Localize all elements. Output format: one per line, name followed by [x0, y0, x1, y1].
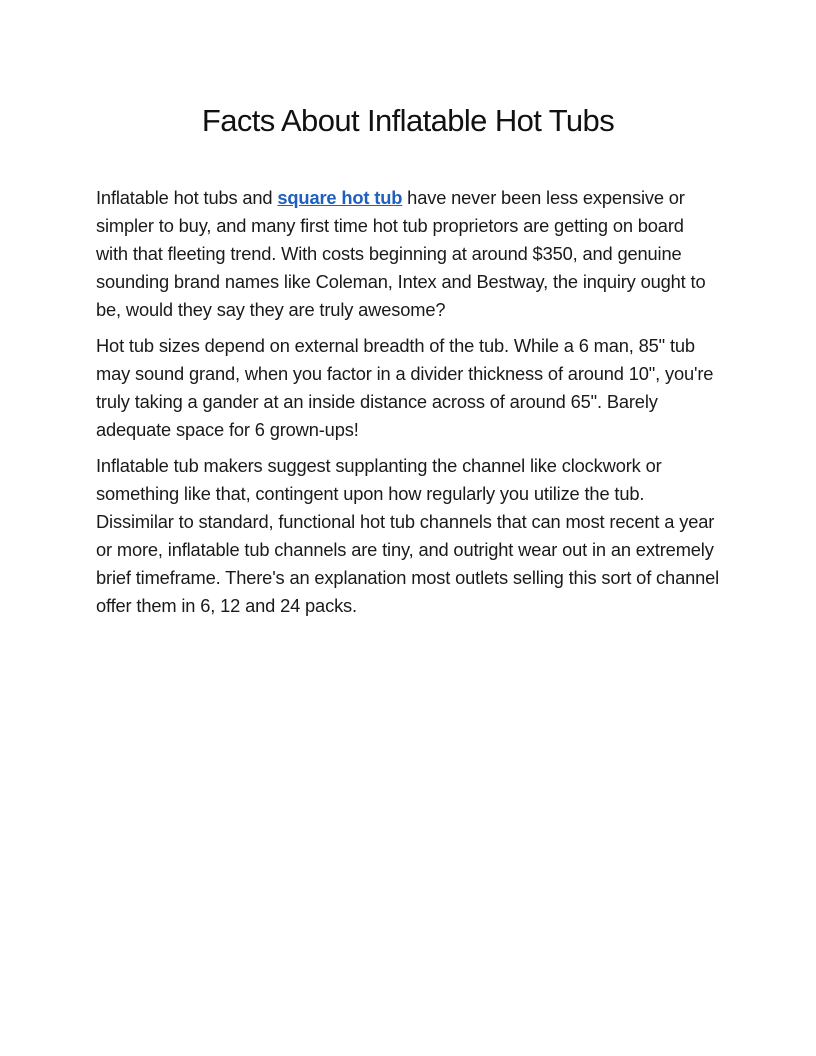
paragraph-intro-text-end: have never been less expensive or simpler to buy, and many first time hot tub proprietors are getting on board with that fleeting trend. With costs beginning at around $350, and genuine sounding brand names like Coleman, Intex and Bestway, the inquiry ought to be, would they say they are truly awesome?: [96, 187, 706, 320]
paragraph-sizes: Hot tub sizes depend on external breadth of the tub. While a 6 man, 85" tub may sound grand, when you factor in a divider thickness of around 10", you're truly taking a gander at an inside distance across of around 65". Barely adequate space for 6 grown-ups!: [96, 335, 714, 440]
paragraph-filters: Inflatable tub makers suggest supplanting the channel like clockwork or something like that, contingent upon how regularly you utilize the tub. Dissimilar to standard, functional hot tub channels that can most recent a year or more, inflatable tub channels are tiny, and outright wear out in an extremely brief timeframe. There's an explanation most outlets selling this sort of channel offer them in 6, 12 and 24 packs.: [96, 455, 720, 616]
paragraph-intro-text-start: Inflatable hot tubs and: [96, 187, 278, 208]
document-title: Facts About Inflatable Hot Tubs: [201, 103, 615, 138]
square-hot-tub-link[interactable]: square hot tub: [277, 187, 403, 208]
paragraph-intro: [96, 184, 720, 324]
